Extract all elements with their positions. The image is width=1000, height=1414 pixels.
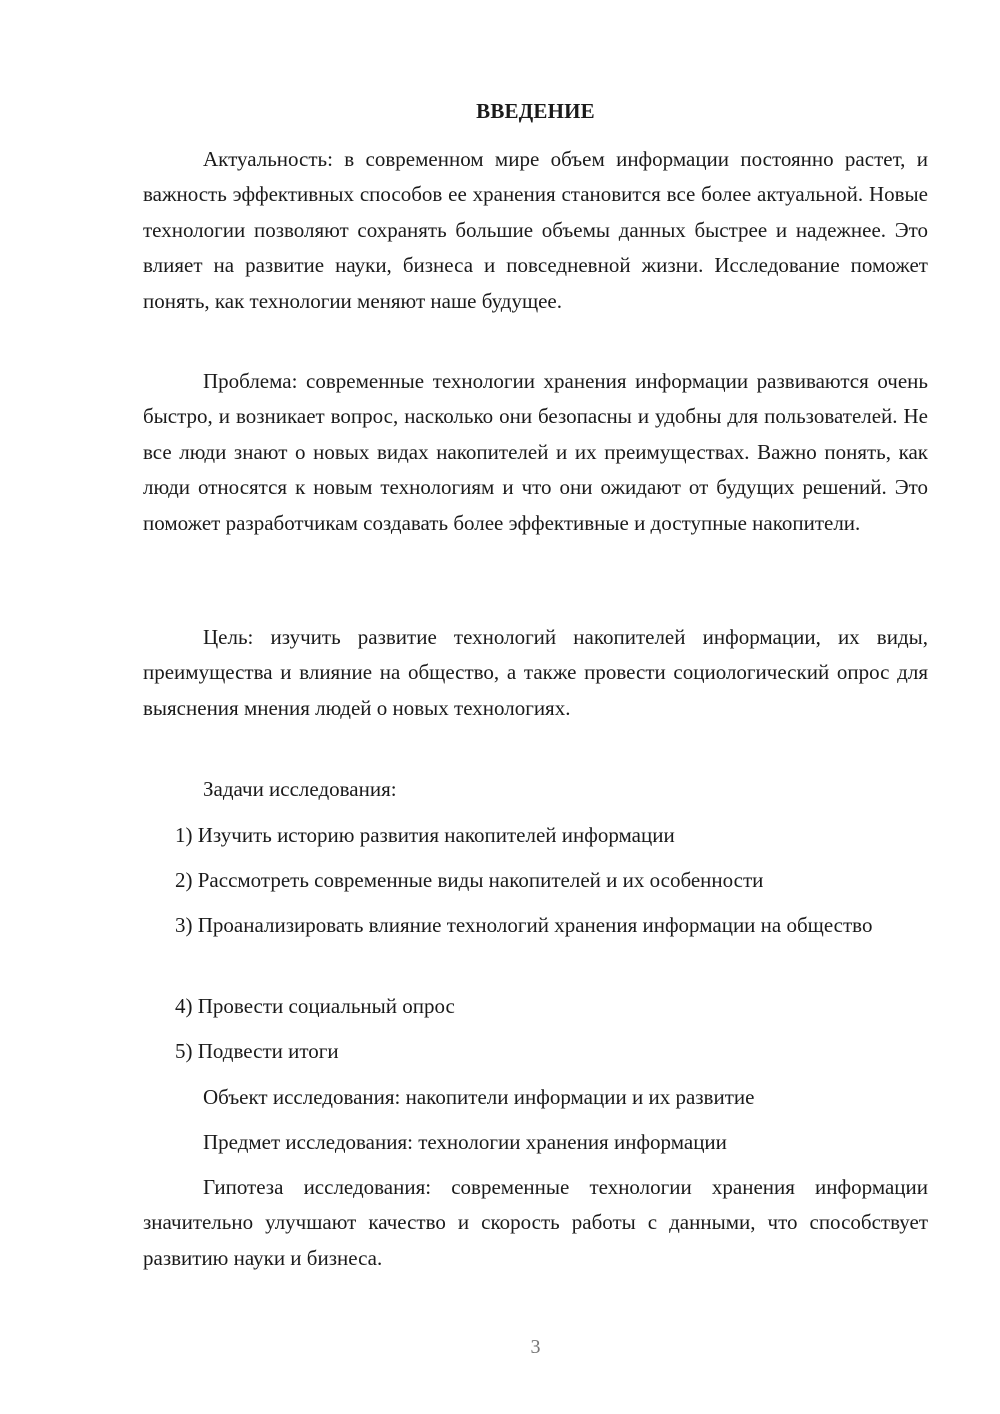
page-number: 3 (530, 1336, 541, 1358)
tasks-title: Задачи исследования: (203, 777, 397, 801)
task-item-1: 1) Изучить историю развития накопителей информации (175, 823, 675, 847)
task-item-2: 2) Рассмотреть современные виды накопителей и их особенности (175, 868, 764, 892)
page-heading: ВВЕДЕНИЕ (476, 99, 595, 123)
relevance-paragraph: Актуальность: в современном мире объем информации постоянно растет, и важность эффективных способов ее хранения становится все более актуальной. Новые технологии позволяют сохранять большие объемы данных быстрее и надежнее. Это влияет на развитие науки, бизнеса и повседневной жизни. Исследование поможет понять, как технологии меняют наше будущее. (143, 147, 928, 313)
research-object: Объект исследования: накопители информации и их развитие (203, 1085, 755, 1109)
research-subject: Предмет исследования: технологии хранения информации (203, 1130, 727, 1154)
problem-paragraph: Проблема: современные технологии хранения информации развиваются очень быстро, и возникает вопрос, насколько они безопасны и удобны для пользователей. Не все люди знают о новых видах накопителей и их преимуществах. Важно понять, как люди относятся к новым технологиям и что они ожидают от будущих решений. Это поможет разработчикам создавать более эффективные и доступные накопители. (143, 369, 928, 535)
goal-paragraph: Цель: изучить развитие технологий накопителей информации, их виды, преимущества и влияние на общество, а также провести социологический опрос для выяснения мнения людей о новых технологиях. (143, 625, 928, 720)
task-item-3: 3) Проанализировать влияние технологий хранения информации на общество (175, 913, 873, 937)
document-page (143, 0, 928, 1414)
task-item-5: 5) Подвести итоги (175, 1039, 339, 1063)
task-item-4: 4) Провести социальный опрос (175, 994, 455, 1018)
research-hypothesis: Гипотеза исследования: современные технологии хранения информации значительно улучшают качество и скорость работы с данными, что способствует развитию науки и бизнеса. (143, 1175, 928, 1270)
